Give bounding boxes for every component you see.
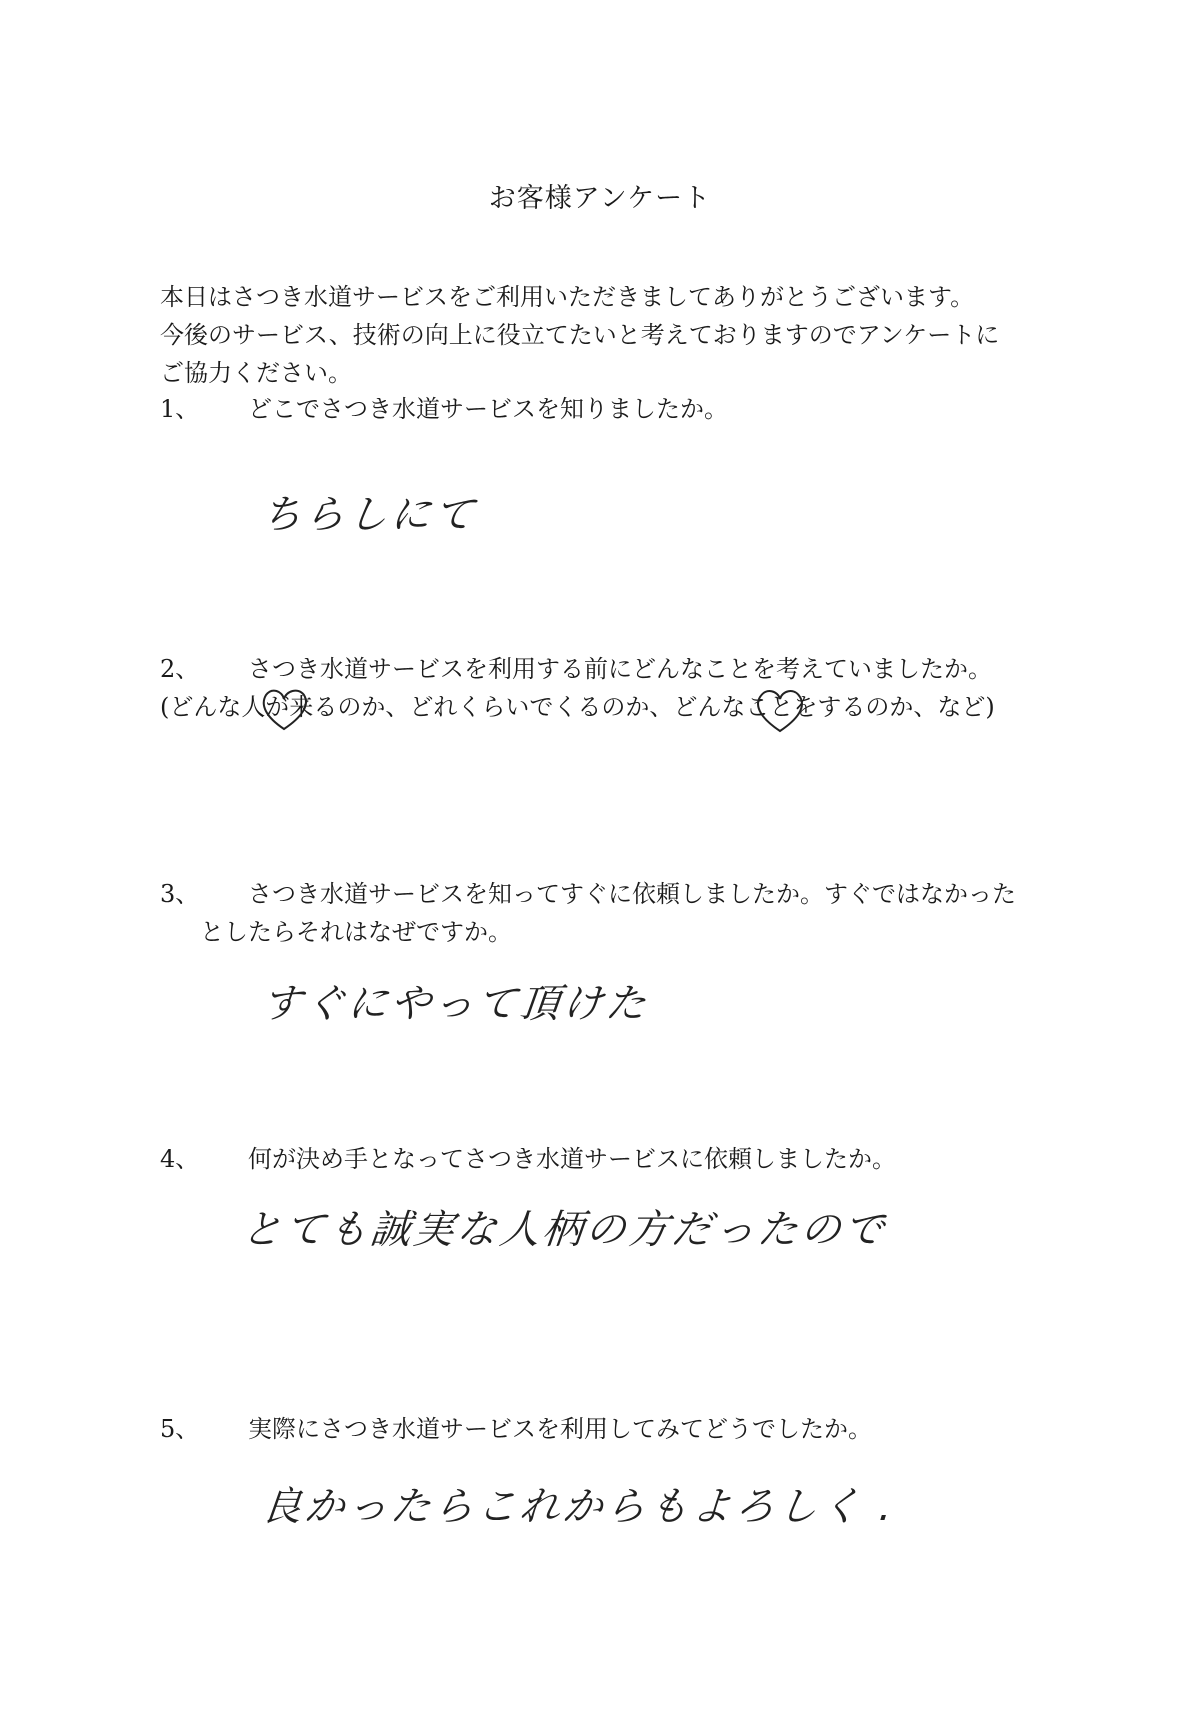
handwritten-answer-5: 良かったらこれからもよろしく . [259,1484,898,1530]
question-number: 5、 [160,1415,200,1443]
question-number: 2、 [160,655,200,683]
question-text-continued: としたらそれはなぜですか。 [200,918,512,946]
question-text: 実際にさつき水道サービスを利用してみてどうでしたか。 [248,1415,872,1443]
question-number: 4、 [160,1145,200,1173]
question-text: 何が決め手となってさつき水道サービスに依頼しましたか。 [248,1145,896,1173]
handwritten-answer-3: すぐにやって頂けた [259,981,652,1027]
handwritten-answer-4: とても誠実な人柄の方だったので [239,1207,890,1253]
question-text: さつき水道サービスを利用する前にどんなことを考えていましたか。 [248,655,992,683]
question-text: どこでさつき水道サービスを知りましたか。 [248,395,728,423]
heart-doodle-icon [258,685,310,733]
question-number: 1、 [160,395,200,423]
intro-line: ご協力ください。 [160,359,352,387]
question-number: 3、 [160,880,200,908]
question-hint: (どんな人が来るのか、どれくらいでくるのか、どんなことをするのか、など) [160,693,995,721]
intro-line: 本日はさつき水道サービスをご利用いただきましてありがとうございます。 [160,283,975,311]
page-title: お客様アンケート [488,183,712,214]
handwritten-answer-1: ちらしにて [259,492,480,538]
intro-text [160,278,1060,392]
intro-line: 今後のサービス、技術の向上に役立てたいと考えておりますのでアンケートに [160,321,1000,349]
heart-doodle-icon [752,685,808,735]
question-text: さつき水道サービスを知ってすぐに依頼しましたか。すぐではなかった [248,880,1016,908]
